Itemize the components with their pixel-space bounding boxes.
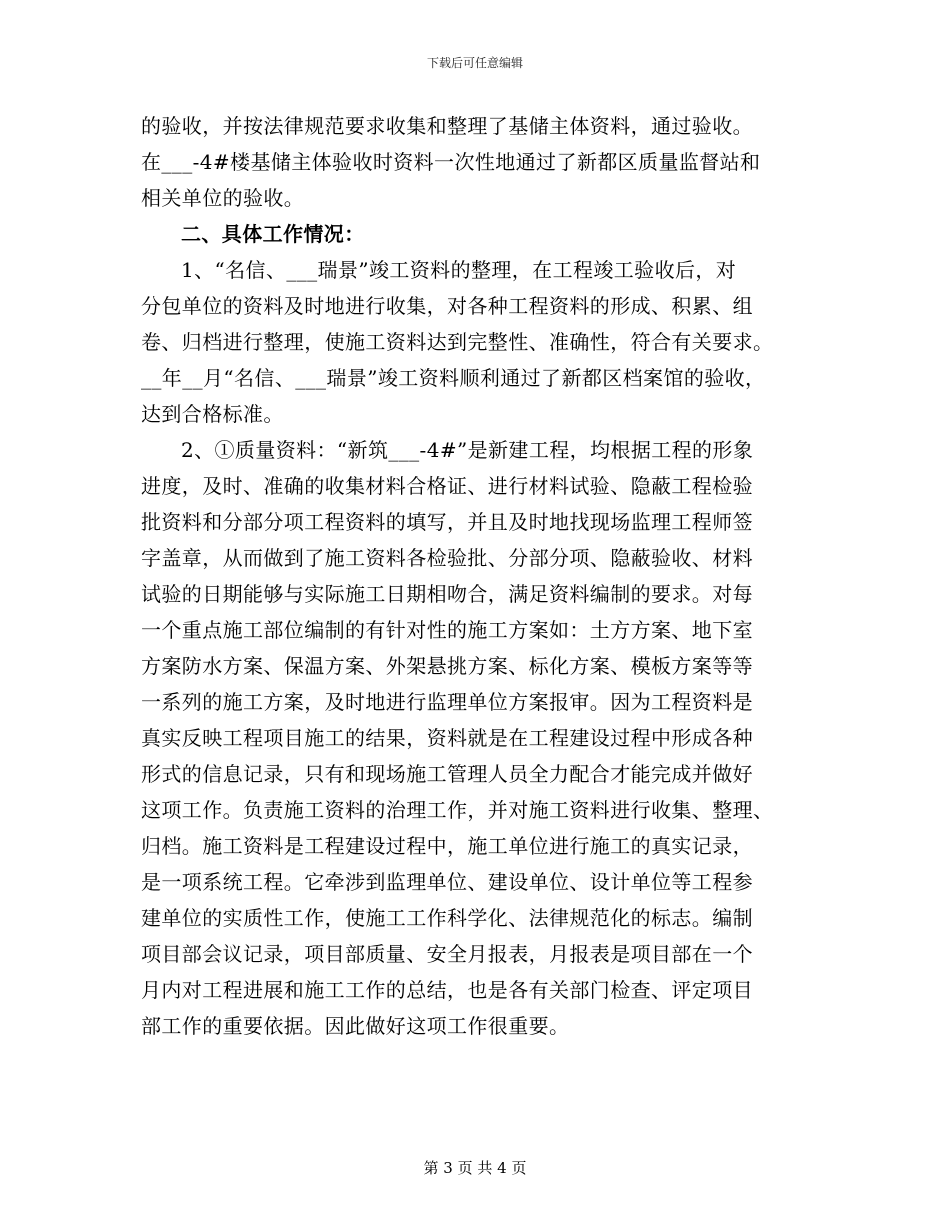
text-line: 字盖章，从而做到了施工资料各检验批、分部分项、隐蔽验收、材料 — [141, 546, 753, 570]
section-heading: 二、具体工作情况： — [181, 222, 365, 246]
text-line: 分包单位的资料及时地进行收集，对各种工程资料的形成、积累、组 — [141, 294, 753, 318]
text-line: 这项工作。负责施工资料的治理工作，并对施工资料进行收集、整理、 — [141, 798, 774, 822]
text-line: 达到合格标准。 — [141, 402, 284, 426]
text-line: 2、①质量资料：“新筑___-4#”是新建工程，均根据工程的形象 — [181, 438, 754, 462]
text-line: 是一项系统工程。它牵涉到监理单位、建设单位、设计单位等工程参 — [141, 870, 753, 894]
text-line: __年__月“名信、___瑞景”竣工资料顺利通过了新都区档案馆的验收， — [141, 366, 766, 390]
text-line: 1、“名信、___瑞景”竣工资料的整理，在工程竣工验收后，对 — [181, 258, 737, 282]
text-line: 在___-4#楼基储主体验收时资料一次性地通过了新都区质量监督站和 — [141, 150, 761, 174]
text-line: 归档。施工资料是工程建设过程中，施工单位进行施工的真实记录， — [141, 834, 753, 858]
text-line: 项目部会议记录，项目部质量、安全月报表，月报表是项目部在一个 — [141, 942, 753, 966]
text-line: 卷、归档进行整理，使施工资料达到完整性、准确性，符合有关要求。 — [141, 330, 774, 354]
text-line: 方案防水方案、保温方案、外架悬挑方案、标化方案、模板方案等等 — [141, 654, 753, 678]
document-body — [141, 108, 821, 1044]
text-line: 一系列的施工方案，及时地进行监理单位方案报审。因为工程资料是 — [141, 690, 753, 714]
page-header: 下载后可任意编辑 — [426, 56, 523, 70]
text-line: 试验的日期能够与实际施工日期相吻合，满足资料编制的要求。对每 — [141, 582, 753, 606]
text-line: 真实反映工程项目施工的结果，资料就是在工程建设过程中形成各种 — [141, 726, 753, 750]
text-line: 形式的信息记录，只有和现场施工管理人员全力配合才能完成并做好 — [141, 762, 753, 786]
text-line: 部工作的重要依据。因此做好这项工作很重要。 — [141, 1014, 570, 1038]
text-line: 月内对工程进展和施工工作的总结，也是各有关部门检查、评定项目 — [141, 978, 753, 1002]
text-line: 批资料和分部分项工程资料的填写，并且及时地找现场监理工程师签 — [141, 510, 753, 534]
text-line: 建单位的实质性工作，使施工工作科学化、法律规范化的标志。编制 — [141, 906, 753, 930]
text-line: 一个重点施工部位编制的有针对性的施工方案如：土方方案、地下室 — [141, 618, 753, 642]
text-line: 进度，及时、准确的收集材料合格证、进行材料试验、隐蔽工程检验 — [141, 474, 753, 498]
text-line: 相关单位的验收。 — [141, 186, 305, 210]
text-line: 的验收，并按法律规范要求收集和整理了基储主体资料，通过验收。 — [141, 114, 753, 138]
page-footer: 第 3 页 共 4 页 — [423, 1159, 527, 1177]
